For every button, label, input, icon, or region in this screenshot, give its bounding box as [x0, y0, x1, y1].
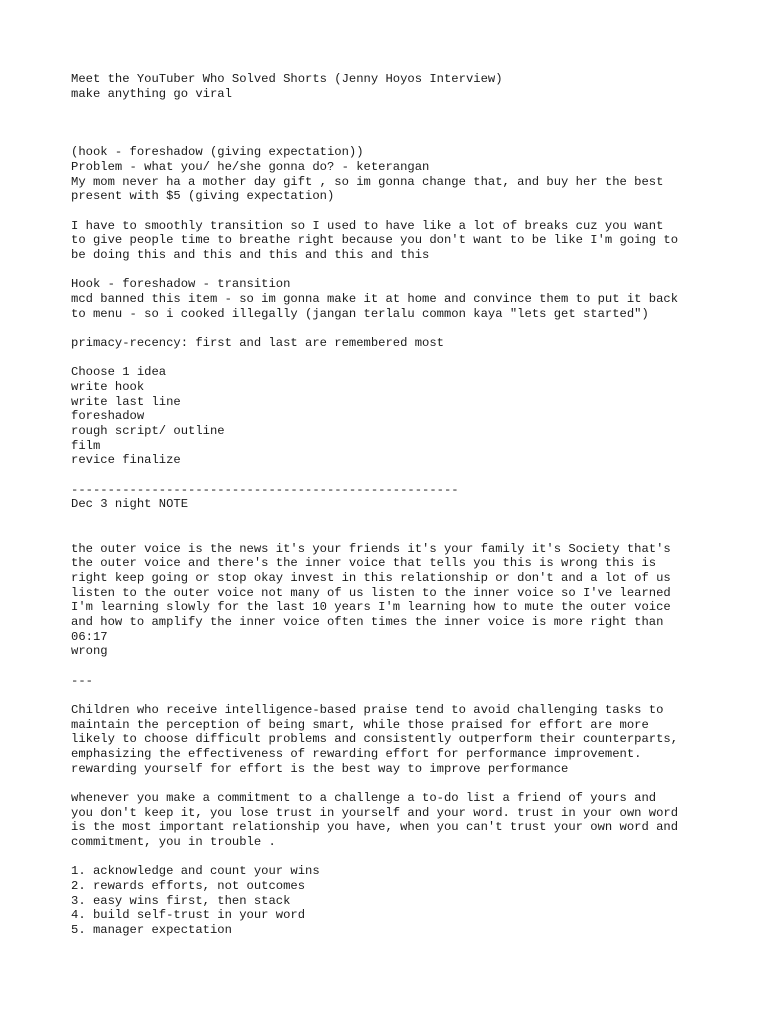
list-item: write hook [71, 380, 145, 394]
text-line: to give people time to breathe right because you don't want to be like I'm going to [71, 233, 679, 247]
text-line: listen to the outer voice not many of us listen to the inner voice so I've learned [71, 586, 671, 600]
section-heading: Dec 3 night NOTE [71, 497, 189, 511]
text-line: make anything go viral [71, 87, 232, 101]
list-item: revice finalize [71, 453, 181, 467]
list-item: 1. acknowledge and count your wins [71, 864, 320, 878]
text-line: Problem - what you/ he/she gonna do? - keterangan [71, 160, 430, 174]
list-item: film [71, 439, 101, 453]
text-line: maintain the perception of being smart, while those praised for effort are more [71, 718, 649, 732]
text-line: My mom never ha a mother day gift , so im gonna change that, and buy her the best [71, 175, 664, 189]
text-line: rewarding yourself for effort is the best way to improve performance [71, 762, 569, 776]
text-line: the outer voice is the news it's your friends it's your family it's Society that's [71, 542, 671, 556]
text-line: Hook - foreshadow - transition [71, 277, 291, 291]
text-line: mcd banned this item - so im gonna make it at home and convince them to put it back [71, 292, 679, 306]
divider-line: --- [71, 674, 93, 688]
list-item: foreshadow [71, 409, 145, 423]
text-line: wrong [71, 644, 108, 658]
text-line: to menu - so i cooked illegally (jangan terlalu common kaya "lets get started") [71, 307, 649, 321]
text-line: primacy-recency: first and last are remembered most [71, 336, 444, 350]
text-line: whenever you make a commitment to a challenge a to-do list a friend of yours and [71, 791, 657, 805]
text-line: likely to choose difficult problems and consistently outperform their counterparts, [71, 732, 679, 746]
text-line: emphasizing the effectiveness of rewarding effort for performance improvement. [71, 747, 642, 761]
text-line: and how to amplify the inner voice often times the inner voice is more right than [71, 615, 664, 629]
list-item: 4. build self-trust in your word [71, 908, 306, 922]
text-line: I have to smoothly transition so I used to have like a lot of breaks cuz you want [71, 219, 664, 233]
text-line: I'm learning slowly for the last 10 years I'm learning how to mute the outer voice [71, 600, 671, 614]
list-item: 2. rewards efforts, not outcomes [71, 879, 306, 893]
document-title: Meet the YouTuber Who Solved Shorts (Jenny Hoyos Interview) [71, 72, 503, 86]
text-line: Children who receive intelligence-based praise tend to avoid challenging tasks to [71, 703, 664, 717]
list-item: Choose 1 idea [71, 365, 167, 379]
text-line: (hook - foreshadow (giving expectation)) [71, 145, 364, 159]
list-item: write last line [71, 395, 181, 409]
timestamp: 06:17 [71, 630, 108, 644]
text-line: the outer voice and there's the inner voice that tells you this is wrong this is [71, 556, 657, 570]
text-line: present with $5 (giving expectation) [71, 189, 335, 203]
text-line: commitment, you in trouble . [71, 835, 276, 849]
text-line: is the most important relationship you have, when you can't trust your own word and [71, 820, 679, 834]
divider-line: ----------------------------------------------------- [71, 483, 459, 497]
list-item: 5. manager expectation [71, 923, 232, 937]
list-item: rough script/ outline [71, 424, 225, 438]
text-line: you don't keep it, you lose trust in yourself and your word. trust in your own word [71, 806, 679, 820]
text-line: right keep going or stop okay invest in this relationship or don't and a lot of us [71, 571, 671, 585]
text-line: be doing this and this and this and this and this [71, 248, 430, 262]
list-item: 3. easy wins first, then stack [71, 894, 291, 908]
